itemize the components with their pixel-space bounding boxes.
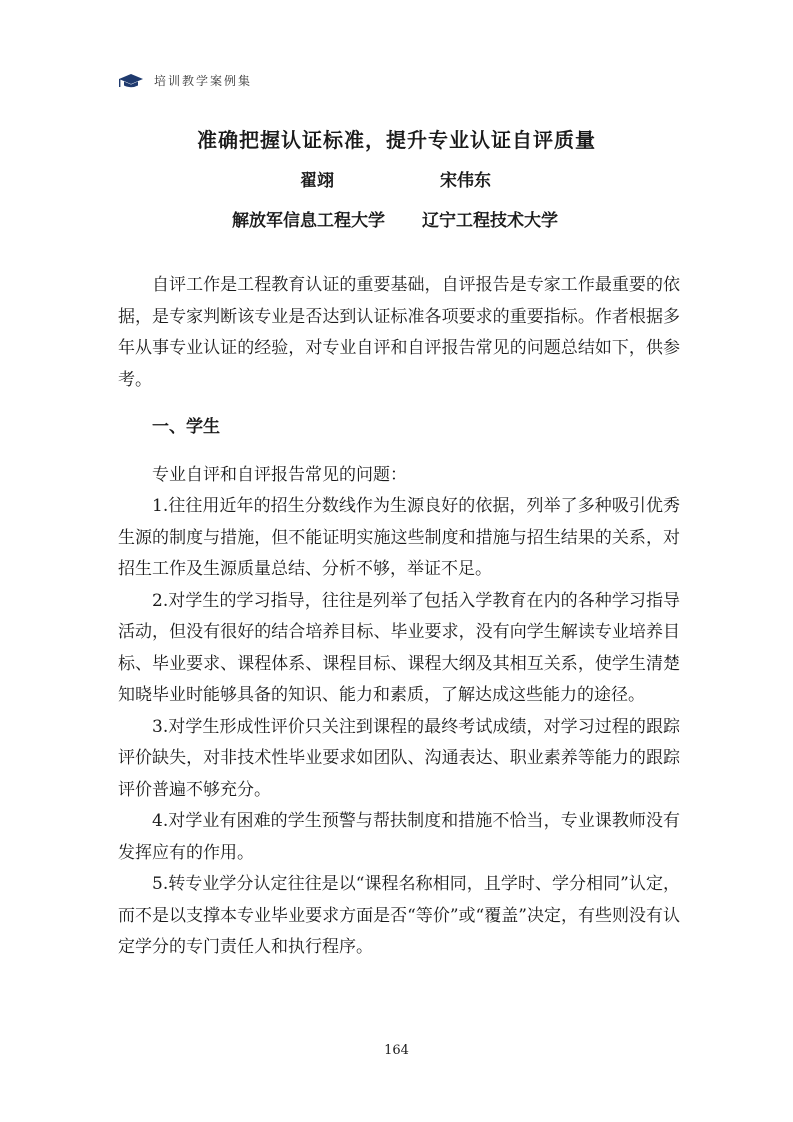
section-heading: 一、学生 [152,417,220,437]
author-name: 宋伟东 [440,171,491,191]
article-title: 准确把握认证标准，提升专业认证自评质量 [197,128,596,152]
running-header [118,72,252,89]
list-item: 5.转专业学分认定往往是以“课程名称相同，且学时、学分相同”认定，而不是以支撑本专业毕业要求方面是否“等价”或“覆盖”决定，有些则没有认定学分的专门责任人和执行程序。 [118,874,680,957]
page-number: 164 [384,1043,409,1058]
article-body [118,270,680,964]
intro-paragraph: 自评工作是工程教育认证的重要基础，自评报告是专家工作最重要的依据，是专家判断该专业是否达到认证标准各项要求的重要指标。作者根据多年从事专业认证的经验，对专业自评和自评报告常见的问题总结如下，供参考。 [118,275,680,390]
section-lead-paragraph: 专业自评和自评报告常见的问题： [152,464,407,485]
list-item: 2.对学生的学习指导，往往是列举了包括入学教育在内的各种学习指导活动，但没有很好的结合培养目标、毕业要求，没有向学生解读专业培养目标、毕业要求、课程体系、课程目标、课程大纲及其相互关系，使学生清楚知晓毕业时能够具备的知识、能力和素质，了解达成这些能力的途径。 [118,590,680,705]
graduation-cap-icon [118,73,144,89]
header-label: 培训教学案例集 [154,74,253,88]
list-item: 3.对学生形成性评价只关注到课程的最终考试成绩，对学习过程的跟踪评价缺失，对非技术性毕业要求如团队、沟通表达、职业素养等能力的跟踪评价普遍不够充分。 [118,716,680,800]
affiliation: 辽宁工程技术大学 [422,211,558,231]
list-item: 1.往往用近年的招生分数线作为生源良好的依据，列举了多种吸引优秀生源的制度与措施，但不能证明实施这些制度和措施与招生结果的关系，对招生工作及生源质量总结、分析不够，举证不足。 [118,496,680,579]
list-item: 4.对学业有困难的学生预警与帮扶制度和措施不恰当，专业课教师没有发挥应有的作用。 [118,811,680,863]
affiliation: 解放军信息工程大学 [232,211,385,231]
author-name: 翟翊 [300,171,334,191]
